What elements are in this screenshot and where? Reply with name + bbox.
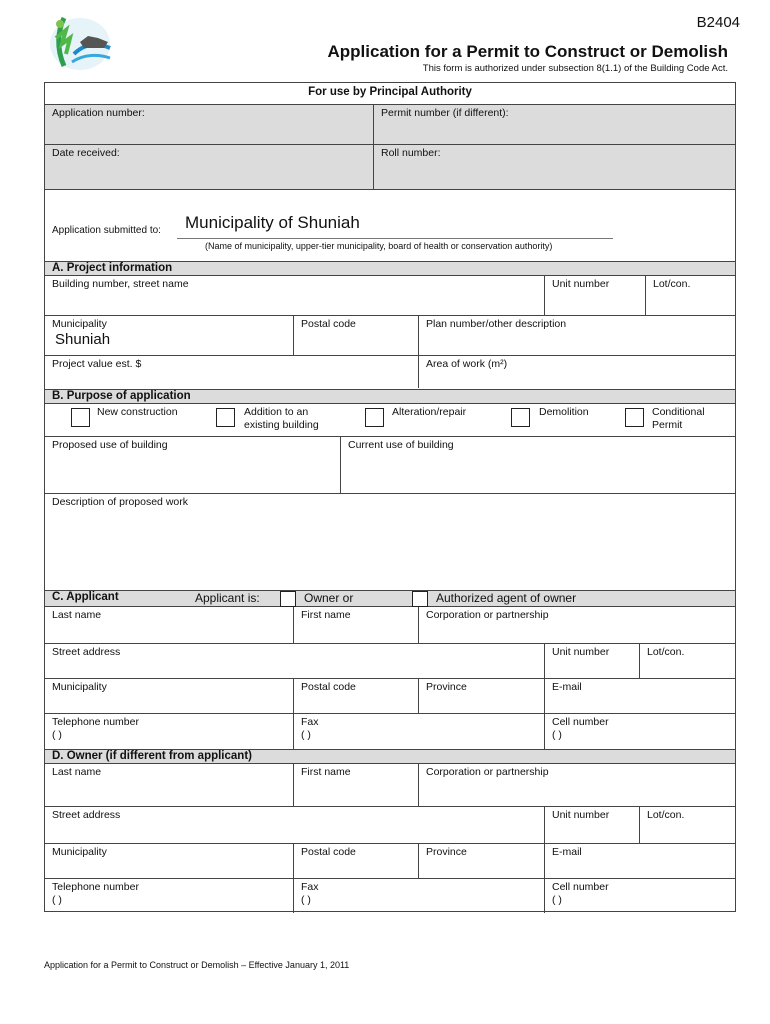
alteration-checkbox[interactable] — [365, 408, 384, 427]
building-number-field[interactable] — [45, 276, 544, 315]
d-unit-number-label: Unit number — [552, 809, 610, 821]
addition-checkbox[interactable] — [216, 408, 235, 427]
d-municipality-field[interactable] — [45, 844, 293, 878]
d-cell-field[interactable] — [545, 879, 735, 912]
agent-label: Authorized agent of owner — [436, 591, 577, 605]
d-telephone-paren: ( ) — [52, 894, 62, 906]
roll-number-label: Roll number: — [381, 147, 441, 159]
c-fax-field[interactable] — [294, 714, 544, 749]
c-postal-code-field[interactable] — [294, 679, 418, 713]
d-postal-code-field[interactable] — [294, 844, 418, 878]
alteration-label: Alteration/repair — [392, 406, 467, 418]
c-first-name-field[interactable] — [294, 607, 418, 643]
authority-heading-row — [45, 83, 735, 104]
demolition-checkbox[interactable] — [511, 408, 530, 427]
owner-or-label: Owner or — [304, 591, 354, 605]
c-municipality-field[interactable] — [45, 679, 293, 713]
d-fax-label: Fax — [301, 881, 319, 893]
form-number: B2404 — [696, 14, 740, 31]
d-street-address-label: Street address — [52, 809, 121, 821]
description-label: Description of proposed work — [52, 496, 188, 508]
a-unit-number-label: Unit number — [552, 278, 610, 290]
d-fax-paren: ( ) — [301, 894, 311, 906]
description-field[interactable] — [45, 494, 735, 590]
plan-number-label: Plan number/other description — [426, 318, 567, 330]
c-province-field[interactable] — [419, 679, 544, 713]
c-unit-number-field[interactable] — [545, 644, 639, 678]
form-subtitle: This form is authorized under subsection 8(1.1) of the Building Code Act. — [422, 63, 728, 74]
c-fax-label: Fax — [301, 716, 319, 728]
section-a-heading-bar — [45, 261, 735, 276]
c-street-address-field[interactable] — [45, 644, 544, 678]
application-number-field[interactable] — [45, 105, 373, 144]
c-first-name-label: First name — [301, 609, 351, 621]
d-street-address-field[interactable] — [45, 807, 544, 843]
c-last-name-field[interactable] — [45, 607, 293, 643]
a-unit-number-field[interactable] — [545, 276, 645, 315]
d-email-field[interactable] — [545, 844, 735, 878]
d-first-name-field[interactable] — [294, 764, 418, 806]
new-construction-checkbox[interactable] — [71, 408, 90, 427]
purpose-options-row — [45, 404, 735, 436]
submitted-to-row — [45, 190, 735, 260]
applicant-is-label: Applicant is: — [195, 591, 260, 605]
c-cell-paren: ( ) — [552, 729, 562, 741]
a-municipality-label: Municipality — [52, 318, 107, 330]
section-b-heading-bar — [45, 389, 735, 404]
permit-number-field[interactable] — [374, 105, 735, 144]
roll-number-field[interactable] — [374, 145, 735, 189]
project-value-label: Project value est. $ — [52, 358, 142, 370]
d-email-label: E-mail — [552, 846, 582, 858]
c-corporation-field[interactable] — [419, 607, 735, 643]
new-construction-label: New construction — [97, 406, 178, 418]
addition-label: Addition to an existing building — [244, 406, 319, 431]
c-email-label: E-mail — [552, 681, 582, 693]
section-d-heading: D. Owner (if different from applicant) — [52, 750, 252, 762]
application-number-label: Application number: — [52, 107, 145, 119]
c-corporation-label: Corporation or partnership — [426, 609, 549, 621]
section-a-heading: A. Project information — [52, 262, 173, 274]
d-lot-con-field[interactable] — [640, 807, 735, 843]
d-telephone-label: Telephone number — [52, 881, 139, 893]
d-cell-label: Cell number — [552, 881, 609, 893]
submitted-to-label: Application submitted to: — [52, 225, 161, 236]
section-b-heading: B. Purpose of application — [52, 390, 191, 402]
d-lot-con-label: Lot/con. — [647, 809, 685, 821]
c-fax-paren: ( ) — [301, 729, 311, 741]
footer-text: Application for a Permit to Construct or Demolish – Effective January 1, 2011 — [44, 960, 350, 970]
d-corporation-label: Corporation or partnership — [426, 766, 549, 778]
a-postal-code-field[interactable] — [294, 316, 418, 355]
d-fax-field[interactable] — [294, 879, 544, 912]
authority-heading: For use by Principal Authority — [308, 86, 472, 98]
c-municipality-label: Municipality — [52, 681, 107, 693]
d-unit-number-field[interactable] — [545, 807, 639, 843]
c-postal-code-label: Postal code — [301, 681, 356, 693]
owner-checkbox[interactable] — [280, 591, 296, 607]
d-last-name-field[interactable] — [45, 764, 293, 806]
plan-number-field[interactable] — [419, 316, 735, 355]
submitted-to-hint: (Name of municipality, upper-tier municipality, board of health or conservation authority) — [205, 241, 553, 251]
c-cell-label: Cell number — [552, 716, 609, 728]
current-use-label: Current use of building — [348, 439, 454, 451]
agent-checkbox[interactable] — [412, 591, 428, 607]
current-use-field[interactable] — [341, 437, 735, 493]
a-municipality-field[interactable] — [45, 316, 293, 355]
d-first-name-label: First name — [301, 766, 351, 778]
ontario-trillium-logo — [44, 8, 116, 74]
submitted-to-value[interactable]: Municipality of Shuniah — [185, 213, 360, 232]
c-unit-number-label: Unit number — [552, 646, 610, 658]
conditional-permit-checkbox[interactable] — [625, 408, 644, 427]
c-last-name-label: Last name — [52, 609, 102, 621]
d-province-field[interactable] — [419, 844, 544, 878]
area-of-work-label: Area of work (m²) — [426, 358, 508, 370]
section-c-heading: C. Applicant — [52, 591, 119, 603]
d-postal-code-label: Postal code — [301, 846, 356, 858]
c-telephone-label: Telephone number — [52, 716, 139, 728]
a-postal-code-label: Postal code — [301, 318, 356, 330]
form-title: Application for a Permit to Construct or Demolish — [327, 42, 728, 61]
permit-form — [44, 82, 736, 912]
a-lot-con-label: Lot/con. — [653, 278, 691, 290]
a-municipality-value: Shuniah — [55, 331, 111, 348]
project-value-field[interactable] — [45, 356, 418, 388]
c-cell-field[interactable] — [545, 714, 735, 749]
area-of-work-field[interactable] — [419, 356, 735, 388]
c-telephone-paren: ( ) — [52, 729, 62, 741]
c-street-address-label: Street address — [52, 646, 121, 658]
conditional-permit-label: Conditional Permit — [652, 406, 705, 431]
c-email-field[interactable] — [545, 679, 735, 713]
section-d-heading-bar — [45, 749, 735, 764]
c-lot-con-label: Lot/con. — [647, 646, 685, 658]
c-lot-con-field[interactable] — [640, 644, 735, 678]
d-last-name-label: Last name — [52, 766, 102, 778]
d-cell-paren: ( ) — [552, 894, 562, 906]
d-province-label: Province — [426, 846, 467, 858]
permit-number-label: Permit number (if different): — [381, 107, 509, 119]
section-c-heading-bar — [45, 590, 735, 607]
date-received-label: Date received: — [52, 147, 120, 159]
proposed-use-field[interactable] — [45, 437, 340, 493]
a-lot-con-field[interactable] — [646, 276, 735, 315]
proposed-use-label: Proposed use of building — [52, 439, 168, 451]
date-received-field[interactable] — [45, 145, 373, 189]
c-telephone-field[interactable] — [45, 714, 293, 749]
d-telephone-field[interactable] — [45, 879, 293, 912]
d-municipality-label: Municipality — [52, 846, 107, 858]
demolition-label: Demolition — [539, 406, 589, 418]
d-corporation-field[interactable] — [419, 764, 735, 806]
c-province-label: Province — [426, 681, 467, 693]
building-number-label: Building number, street name — [52, 278, 189, 290]
